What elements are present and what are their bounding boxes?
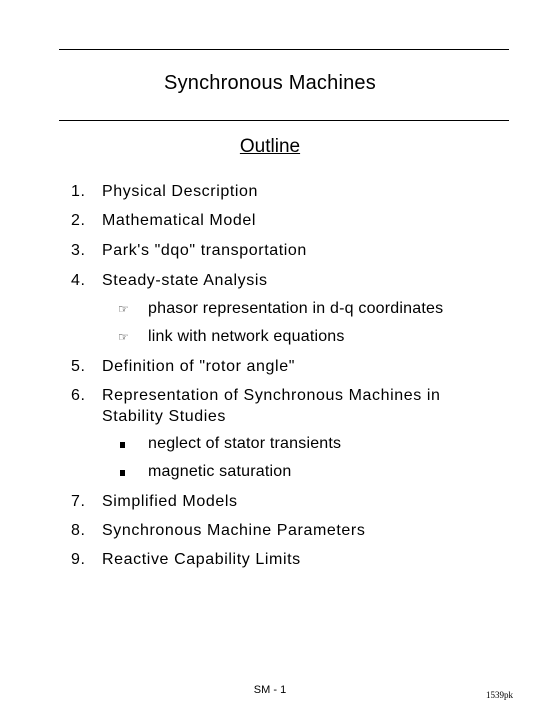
sub-item-text: magnetic saturation (148, 463, 292, 480)
square-bullet-icon (118, 434, 148, 454)
item-number: 5. (71, 358, 86, 375)
page-title: Synchronous Machines (164, 72, 376, 94)
list-item (71, 356, 491, 377)
pointing-hand-icon: ☞ (118, 302, 129, 316)
item-number: 7. (71, 493, 86, 510)
sub-item-text: phasor representation in d-q coordinates (148, 300, 444, 317)
list-item (71, 240, 491, 261)
item-text: Mathematical Model (102, 212, 256, 229)
item-number: 6. (71, 387, 86, 404)
item-number: 2. (71, 212, 86, 229)
sub-item-text: link with network equations (148, 328, 345, 345)
sub-item-text: neglect of stator transients (148, 435, 342, 452)
sub-list-item (118, 462, 518, 482)
item-text: Representation of Synchronous Machines in Stability Studies (102, 387, 441, 425)
list-item (71, 385, 491, 427)
item-number: 3. (71, 242, 86, 259)
top-divider (59, 49, 509, 50)
item-text: Steady-state Analysis (102, 272, 268, 289)
list-item (71, 549, 491, 570)
item-number: 9. (71, 551, 86, 568)
list-item (71, 210, 491, 231)
outline-heading: Outline (239, 136, 301, 157)
item-number: 8. (71, 522, 86, 539)
item-text: Synchronous Machine Parameters (102, 522, 366, 539)
list-item (71, 491, 491, 512)
pointing-hand-icon: ☞ (118, 330, 129, 344)
sub-list-item (118, 327, 518, 347)
item-text: Park's "dqo" transportation (102, 242, 307, 259)
title-divider (59, 120, 509, 121)
item-text: Physical Description (102, 183, 259, 200)
list-item (71, 181, 491, 202)
list-item (71, 270, 491, 291)
item-number: 4. (71, 272, 86, 289)
item-text: Reactive Capability Limits (102, 551, 301, 568)
page-number: SM - 1 (253, 684, 287, 696)
document-code: 1539pk (486, 690, 513, 700)
list-item (71, 520, 491, 541)
item-text: Definition of "rotor angle" (102, 358, 295, 375)
item-number: 1. (71, 183, 86, 200)
item-text: Simplified Models (102, 493, 238, 510)
sub-list-item (118, 299, 518, 319)
square-bullet-icon (118, 462, 148, 482)
sub-list-item (118, 434, 518, 454)
